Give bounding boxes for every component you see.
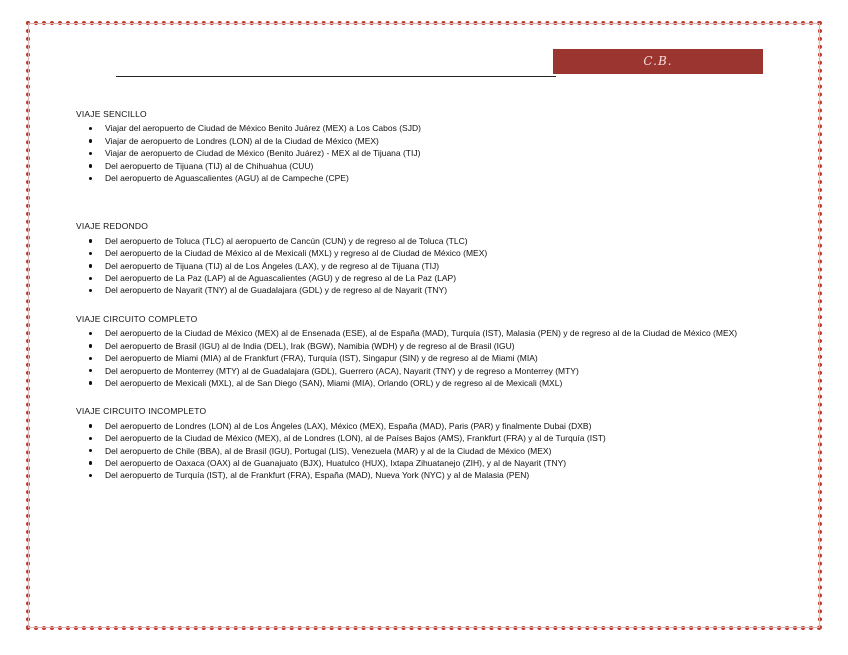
list-item: Del aeropuerto de la Ciudad de México al de Mexicali (MXL) y regreso al de Ciudad de México (MEX) (76, 247, 776, 259)
header-tag: C.B. (553, 49, 763, 74)
section-title: VIAJE REDONDO (76, 221, 149, 232)
list-item: Del aeropuerto de Miami (MIA) al de Frankfurt (FRA), Turquía (IST), Singapur (SIN) y de regreso al de Miami (MIA) (76, 352, 776, 364)
list-item: Del aeropuerto de Monterrey (MTY) al de Guadalajara (GDL), Guerrero (ACA), Nayarit (TNY) y de regreso a Monterrey (MTY) (76, 365, 776, 377)
section-title: VIAJE CIRCUITO COMPLETO (76, 313, 198, 324)
trip-list (76, 122, 776, 184)
list-item: Del aeropuerto de Turquía (IST), al de Frankfurt (FRA), España (MAD), Nueva York (NYC) y al de Malasia (PEN) (76, 469, 776, 481)
document-body (76, 108, 776, 502)
trip-list (76, 420, 776, 482)
list-item: Del aeropuerto de Aguascalientes (AGU) al de Campeche (CPE) (76, 172, 776, 184)
section-title: VIAJE SENCILLO (76, 109, 147, 119)
list-item: Del aeropuerto de Toluca (TLC) al aeropuerto de Cancún (CUN) y de regreso al de Toluca (TLC) (76, 235, 776, 247)
section-title: VIAJE CIRCUITO INCOMPLETO (76, 406, 207, 417)
list-item: Del aeropuerto de Chile (BBA), al de Brasil (IGU), Portugal (LIS), Venezuela (MAR) y al de la Ciudad de México (MEX) (76, 445, 776, 457)
trip-list (76, 327, 776, 389)
list-item: Viajar de aeropuerto de Ciudad de México (Benito Juárez) - MEX al de Tijuana (TIJ) (76, 147, 776, 159)
list-item: Del aeropuerto de La Paz (LAP) al de Aguascalientes (AGU) y de regreso al de La Paz (LAP) (76, 272, 776, 284)
list-item: Viajar del aeropuerto de Ciudad de México Benito Juárez (MEX) a Los Cabos (SJD) (76, 122, 776, 134)
list-item: Del aeropuerto de Brasil (IGU) al de India (DEL), Irak (BGW), Namibia (WDH) y de regreso al de Brasil (IGU) (76, 340, 776, 352)
list-item: Viajar de aeropuerto de Londres (LON) al de la Ciudad de México (MEX) (76, 135, 776, 147)
list-item: Del aeropuerto de Mexicali (MXL), al de San Diego (SAN), Miami (MIA), Orlando (ORL) y de regreso al de Mexicali (MXL) (76, 377, 776, 389)
list-item: Del aeropuerto de la Ciudad de México (MEX) al de Ensenada (ESE), al de España (MAD), Turquía (IST), Malasia (PEN) y de regreso al de la Ciudad de México (MEX) (76, 327, 776, 339)
list-item: Del aeropuerto de Tijuana (TIJ) al de Los Ángeles (LAX), y de regreso al de Tijuana (TIJ) (76, 260, 776, 272)
section-viaje-circuito-incompleto (76, 405, 776, 481)
section-viaje-sencillo (76, 108, 776, 184)
section-viaje-circuito-completo (76, 313, 776, 389)
list-item: Del aeropuerto de la Ciudad de México (MEX), al de Londres (LON), al de Países Bajos (AMS), Frankfurt (FRA) y al de Turquía (IST) (76, 432, 776, 444)
trip-list (76, 235, 776, 297)
list-item: Del aeropuerto de Nayarit (TNY) al de Guadalajara (GDL) y de regreso al de Nayarit (TNY) (76, 284, 776, 296)
list-item: Del aeropuerto de Oaxaca (OAX) al de Guanajuato (BJX), Huatulco (HUX), Ixtapa Zihuatanejo (ZIH), y al de Nayarit (TNY) (76, 457, 776, 469)
section-viaje-redondo (76, 220, 776, 296)
list-item: Del aeropuerto de Tijuana (TIJ) al de Chihuahua (CUU) (76, 160, 776, 172)
list-item: Del aeropuerto de Londres (LON) al de Los Ángeles (LAX), México (MEX), España (MAD), Paris (PAR) y finalmente Dubai (DXB) (76, 420, 776, 432)
header-rule (116, 76, 556, 77)
